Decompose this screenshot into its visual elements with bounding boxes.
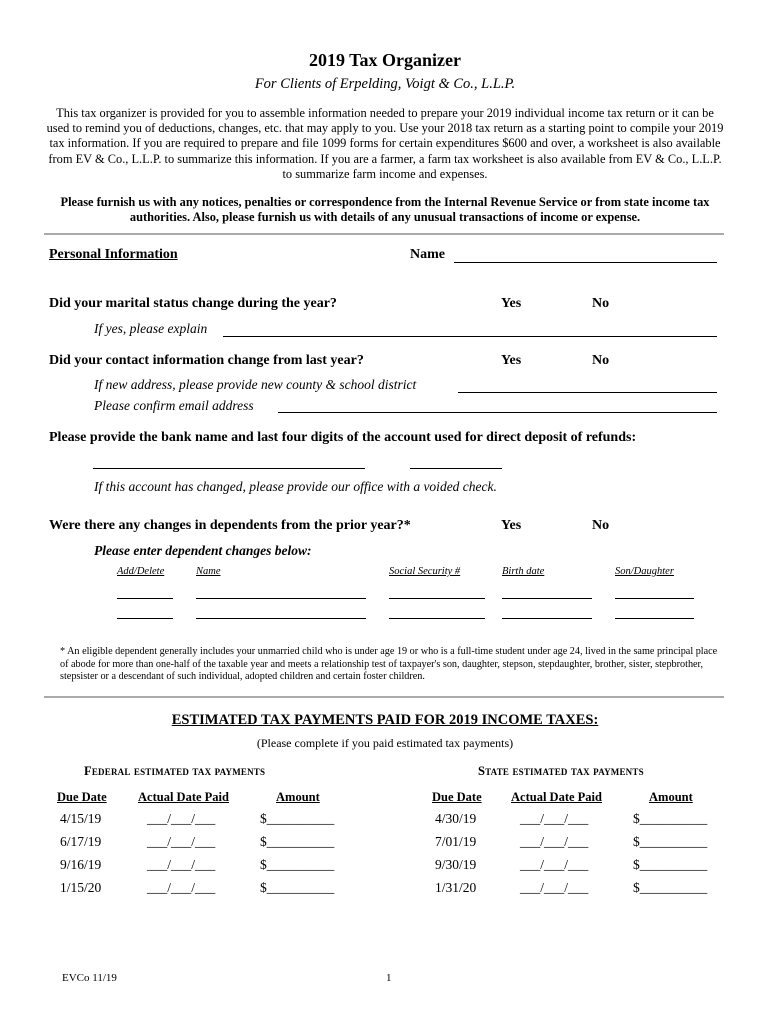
address-note: If new address, please provide new county & school district: [94, 377, 417, 392]
intro-paragraph: This tax organizer is provided for you to assemble information needed to prepare your 2019 individual income tax return or it can be used to remind you of deductions, changes, etc. that may apply to you. Use your 2018 tax return as a starting point to compile your 2019 tax information. If you are required to prepare and file 1099 forms for certain expenditures $600 and over, a worksheet is also available from EV & Co., L.L.P. to summarize this information. If you are a farmer, a farm tax worksheet is also available from EV & Co., L.L.P. to summarize farm income and expenses.: [46, 106, 724, 181]
federal-due-date: 4/15/19: [60, 811, 102, 826]
federal-paid-field[interactable]: ___/___/___: [147, 811, 216, 826]
section-divider: [44, 233, 724, 235]
federal-amount-field[interactable]: $__________: [260, 834, 335, 849]
dependents-prompt: Please enter dependent changes below:: [94, 543, 312, 558]
page-number: 1: [386, 972, 392, 984]
state-amount-field[interactable]: $__________: [633, 811, 708, 826]
name-field[interactable]: [454, 262, 717, 263]
page-subtitle: For Clients of Erpelding, Voigt & Co., L.L.P.: [254, 76, 516, 92]
email-field[interactable]: [278, 412, 717, 413]
dependent-add-delete-field[interactable]: [117, 618, 173, 619]
state-amount-field[interactable]: $__________: [633, 880, 708, 895]
federal-due-date: 9/16/19: [60, 857, 102, 872]
federal-amount-field[interactable]: $__________: [260, 880, 335, 895]
state-paid-field[interactable]: ___/___/___: [520, 880, 589, 895]
state-col-due: Due Date: [432, 790, 482, 804]
federal-col-paid: Actual Date Paid: [138, 790, 229, 804]
federal-due-date: 6/17/19: [60, 834, 102, 849]
name-label: Name: [410, 247, 445, 262]
marital-question: Did your marital status change during the year?: [49, 296, 337, 311]
federal-paid-field[interactable]: ___/___/___: [147, 834, 216, 849]
state-due-date: 1/31/20: [435, 880, 477, 895]
estimated-payments-subtitle: (Please complete if you paid estimated tax payments): [256, 736, 514, 750]
state-due-date: 7/01/19: [435, 834, 477, 849]
contact-yes-option[interactable]: Yes: [501, 353, 522, 368]
personal-info-heading: Personal Information: [49, 247, 178, 262]
state-paid-field[interactable]: ___/___/___: [520, 811, 589, 826]
contact-question: Did your contact information change from last year?: [49, 353, 364, 368]
federal-paid-field[interactable]: ___/___/___: [147, 857, 216, 872]
dependents-yes-option[interactable]: Yes: [501, 518, 522, 533]
dependents-question: Were there any changes in dependents from the prior year?*: [49, 518, 411, 533]
dependent-name-field[interactable]: [196, 618, 366, 619]
bank-name-field[interactable]: [93, 468, 365, 469]
dependent-birth-field[interactable]: [502, 598, 592, 599]
state-heading: State estimated tax payments: [478, 764, 644, 778]
page-title: 2019 Tax Organizer: [309, 50, 461, 70]
state-paid-field[interactable]: ___/___/___: [520, 834, 589, 849]
marital-no-option[interactable]: No: [592, 296, 610, 311]
col-ssn: Social Security #: [389, 566, 461, 577]
email-note: Please confirm email address: [94, 398, 254, 413]
footer-code: EVCo 11/19: [62, 972, 117, 984]
marital-explain-field[interactable]: [223, 336, 717, 337]
dependent-relation-field[interactable]: [615, 598, 694, 599]
state-col-amount: Amount: [649, 790, 693, 804]
state-due-date: 4/30/19: [435, 811, 477, 826]
federal-paid-field[interactable]: ___/___/___: [147, 880, 216, 895]
estimated-payments-title: ESTIMATED TAX PAYMENTS PAID FOR 2019 INCOME TAXES:: [171, 712, 599, 728]
contact-no-option[interactable]: No: [592, 353, 610, 368]
account-digits-field[interactable]: [410, 468, 502, 469]
federal-col-due: Due Date: [57, 790, 107, 804]
col-name: Name: [196, 566, 221, 577]
state-amount-field[interactable]: $__________: [633, 834, 708, 849]
col-birth-date: Birth date: [502, 566, 545, 577]
federal-due-date: 1/15/20: [60, 880, 102, 895]
dependent-ssn-field[interactable]: [389, 618, 485, 619]
federal-col-amount: Amount: [276, 790, 320, 804]
state-due-date: 9/30/19: [435, 857, 477, 872]
bank-question: Please provide the bank name and last four digits of the account used for direct deposit of refunds:: [49, 430, 637, 445]
marital-explain-label: If yes, please explain: [94, 321, 208, 336]
section-divider: [44, 696, 724, 698]
state-col-paid: Actual Date Paid: [511, 790, 602, 804]
state-paid-field[interactable]: ___/___/___: [520, 857, 589, 872]
dependent-birth-field[interactable]: [502, 618, 592, 619]
federal-heading: Federal estimated tax payments: [84, 764, 266, 778]
col-add-delete: Add/Delete: [117, 566, 165, 577]
county-school-field[interactable]: [458, 392, 717, 393]
dependent-relation-field[interactable]: [615, 618, 694, 619]
federal-amount-field[interactable]: $__________: [260, 857, 335, 872]
dependent-add-delete-field[interactable]: [117, 598, 173, 599]
state-amount-field[interactable]: $__________: [633, 857, 708, 872]
dependent-name-field[interactable]: [196, 598, 366, 599]
bank-note: If this account has changed, please provide our office with a voided check.: [94, 479, 497, 494]
col-son-daughter: Son/Daughter: [615, 566, 674, 577]
dependent-ssn-field[interactable]: [389, 598, 485, 599]
marital-yes-option[interactable]: Yes: [501, 296, 522, 311]
dependent-footnote: * An eligible dependent generally includes your unmarried child who is under age 19 or who is a full-time student under age 24, lived in the same principal place of abode for more than one-half of the taxable year and meets a relationship test of taxpayer's son, daughter, stepson, stepdaughter, brother, sister, stepbrother, stepsister or a descendant of such individual, adopted children and certain foster children.: [60, 646, 718, 683]
notice-paragraph: Please furnish us with any notices, penalties or correspondence from the Internal Revenue Service or from state income tax authorities. Also, please furnish us with details of any unusual transactions of income or expense.: [60, 195, 710, 225]
federal-amount-field[interactable]: $__________: [260, 811, 335, 826]
dependents-no-option[interactable]: No: [592, 518, 610, 533]
